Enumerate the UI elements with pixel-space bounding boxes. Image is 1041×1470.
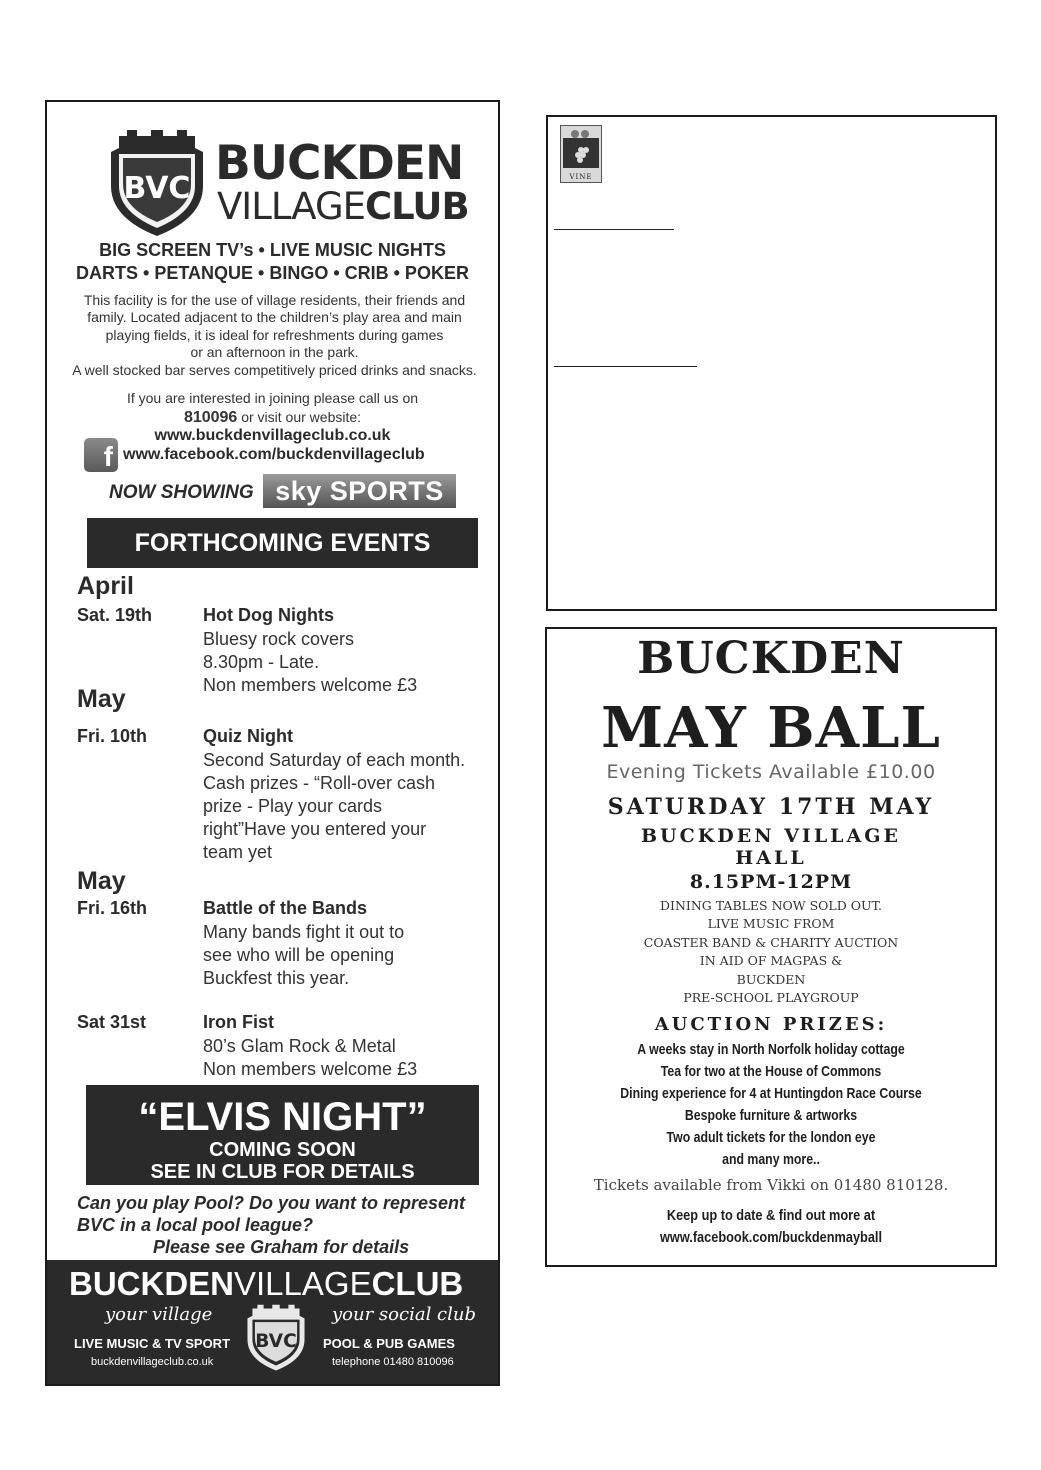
event-date: Sat 31st <box>77 1012 147 1032</box>
month-heading: April <box>77 572 134 600</box>
join-info: If you are interested in joining please call us on 810096 or visit our website: <box>126 390 419 426</box>
features-line-2: DARTS • PETANQUE • BINGO • CRIB • POKER <box>76 263 469 283</box>
logo-village-club-text: VILLAGECLUB <box>217 185 469 228</box>
list-item: Dining experience for 4 at Huntingdon Race Course <box>620 1085 922 1102</box>
logo-buckden-text: BUCKDEN <box>215 136 464 191</box>
club-phone: 810096 <box>183 409 238 426</box>
footer-telephone: telephone 01480 810096 <box>332 1356 454 1368</box>
the-vine-logo <box>560 125 602 183</box>
event-title: Iron Fist <box>203 1012 274 1032</box>
list-item: Two adult tickets for the london eye <box>666 1129 876 1146</box>
facebook-icon: f <box>84 438 118 472</box>
ticket-contact: Tickets available from Vikki on 01480 810128. <box>593 1176 949 1194</box>
footer-tagline-right: your social club <box>332 1304 476 1325</box>
may-ball-title: MAY BALL <box>601 695 941 761</box>
event-date: Fri. 16th <box>77 898 148 918</box>
footer-website[interactable]: buckdenvillageclub.co.uk <box>91 1356 214 1368</box>
list-item: A weeks stay in North Norfolk holiday cottage <box>637 1041 905 1058</box>
website-link[interactable]: www.buckdenvillageclub.co.uk <box>154 427 391 444</box>
svg-text:BVC: BVC <box>123 171 191 206</box>
heading-underline-2 <box>554 366 697 367</box>
heading-underline-1 <box>554 229 674 230</box>
grapes-icon <box>561 126 601 170</box>
facebook-info: Keep up to date & find out more at www.facebook.com/buckdenmayball <box>581 1205 962 1249</box>
list-item: and many more.. <box>722 1151 820 1168</box>
list-item: Bespoke furniture & artworks <box>684 1107 858 1124</box>
event-title: Hot Dog Nights <box>203 605 334 625</box>
now-showing-label: NOW SHOWING <box>109 482 254 503</box>
footer-club-name: BUCKDENVILLAGECLUB <box>69 1265 464 1302</box>
facebook-link[interactable]: www.facebook.com/buckdenvillageclub <box>123 446 425 463</box>
footer-pool-games: POOL & PUB GAMES <box>323 1336 455 1351</box>
bvc-shield-icon <box>107 126 207 238</box>
month-heading: May <box>77 867 126 895</box>
event-venue: BUCKDEN VILLAGE HALL <box>640 825 901 869</box>
event-description: Many bands fight it out to see who will be opening Buckfest this year. <box>203 922 405 988</box>
list-item: Tea for two at the House of Commons <box>660 1063 882 1080</box>
event-description: Second Saturday of each month. Cash prizes - “Roll-over cash prize - Play your cards right”Have you entered your team yet <box>203 750 466 862</box>
may-ball-facebook-link[interactable]: www.facebook.com/buckdenmayball <box>659 1229 883 1246</box>
event-date: Sat. 19th <box>77 605 153 625</box>
may-ball-buckden: BUCKDEN <box>637 633 905 684</box>
sky-sports-logo: sky SPORTS <box>263 474 456 508</box>
vine-logo-word: VINE <box>569 173 593 181</box>
month-heading: May <box>77 685 126 713</box>
club-description: This facility is for the use of village residents, their friends and family. Located adjacent to the children’s play area and main playing fields, it is ideal for refreshments during games or an afternoon in the park. A well stocked bar serves competitively priced drinks and snacks. <box>72 292 477 378</box>
elvis-night-banner: “ELVIS NIGHT” COMING SOON SEE IN CLUB FOR DETAILS <box>86 1085 479 1185</box>
event-date: Fri. 10th <box>77 726 148 746</box>
footer-tagline-left: your village <box>105 1304 213 1325</box>
event-description: Bluesy rock covers 8.30pm - Late. Non members welcome £3 <box>203 629 418 695</box>
auction-prizes-heading: AUCTION PRIZES: <box>654 1014 888 1035</box>
bvc-logo <box>107 126 467 238</box>
may-ball-poster <box>545 627 997 1267</box>
svg-text:BVC: BVC <box>255 1330 297 1352</box>
evening-tickets-price: Evening Tickets Available £10.00 <box>606 761 936 783</box>
event-title: Quiz Night <box>203 726 293 746</box>
footer-live-music: LIVE MUSIC & TV SPORT <box>74 1336 231 1351</box>
forthcoming-events-heading: FORTHCOMING EVENTS <box>87 518 478 568</box>
event-time: 8.15PM-12PM <box>689 871 853 893</box>
vine-ad-box <box>546 115 997 611</box>
event-date: SATURDAY 17TH MAY <box>607 794 935 820</box>
pool-league-notice: Can you play Pool? Do you want to represent BVC in a local pool league? Please see Graham for details <box>77 1193 466 1257</box>
features-line-1: BIG SCREEN TV’s • LIVE MUSIC NIGHTS <box>99 240 446 260</box>
club-footer <box>47 1260 498 1384</box>
buckden-village-club-ad <box>45 100 500 1386</box>
footer-bvc-shield-icon <box>245 1298 307 1376</box>
event-description: 80’s Glam Rock & Metal Non members welcome £3 <box>203 1036 418 1079</box>
auction-prize-list <box>587 1039 954 1171</box>
event-details: DINING TABLES NOW SOLD OUT. LIVE MUSIC FROM COASTER BAND & CHARITY AUCTION IN AID OF MAGPAS & BUCKDEN PRE-SCHOOL PLAYGROUP <box>643 898 899 1006</box>
event-title: Battle of the Bands <box>203 898 368 918</box>
